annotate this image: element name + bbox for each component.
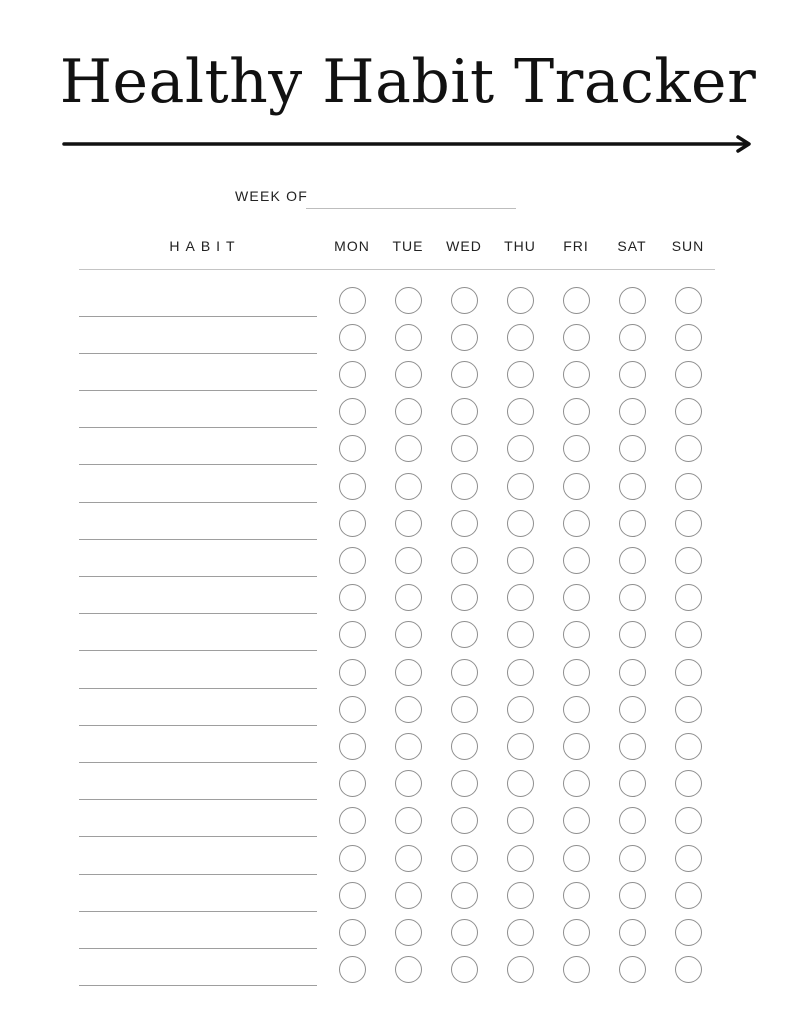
checkbox-circle-sat[interactable] bbox=[619, 584, 646, 611]
checkbox-circle-thu[interactable] bbox=[507, 696, 534, 723]
checkbox-circle-sat[interactable] bbox=[619, 324, 646, 351]
checkbox-circle-mon[interactable] bbox=[339, 584, 366, 611]
day-header-wed: WED bbox=[446, 238, 482, 254]
checkbox-circle-fri[interactable] bbox=[563, 956, 590, 983]
checkbox-circle-wed[interactable] bbox=[451, 807, 478, 834]
checkbox-circle-sun[interactable] bbox=[675, 398, 702, 425]
checkbox-circle-wed[interactable] bbox=[451, 770, 478, 797]
habit-write-line[interactable] bbox=[79, 576, 317, 577]
checkbox-circle-sat[interactable] bbox=[619, 882, 646, 909]
week-of-field[interactable] bbox=[306, 208, 516, 209]
checkbox-circle-tue[interactable] bbox=[395, 956, 422, 983]
checkbox-circle-mon[interactable] bbox=[339, 807, 366, 834]
checkbox-circle-sat[interactable] bbox=[619, 547, 646, 574]
habit-column-header: HABIT bbox=[169, 238, 241, 254]
checkbox-circle-fri[interactable] bbox=[563, 473, 590, 500]
checkbox-circle-tue[interactable] bbox=[395, 882, 422, 909]
checkbox-circle-thu[interactable] bbox=[507, 584, 534, 611]
checkbox-circle-sat[interactable] bbox=[619, 956, 646, 983]
checkbox-circle-tue[interactable] bbox=[395, 361, 422, 388]
checkbox-circle-sun[interactable] bbox=[675, 361, 702, 388]
day-header-mon: MON bbox=[334, 238, 370, 254]
checkbox-circle-tue[interactable] bbox=[395, 845, 422, 872]
checkbox-circle-mon[interactable] bbox=[339, 324, 366, 351]
checkbox-circle-thu[interactable] bbox=[507, 807, 534, 834]
checkbox-circle-wed[interactable] bbox=[451, 473, 478, 500]
checkbox-circle-tue[interactable] bbox=[395, 435, 422, 462]
checkbox-circle-fri[interactable] bbox=[563, 733, 590, 760]
checkbox-circle-sun[interactable] bbox=[675, 510, 702, 537]
checkbox-circle-sat[interactable] bbox=[619, 770, 646, 797]
checkbox-circle-tue[interactable] bbox=[395, 287, 422, 314]
checkbox-circle-thu[interactable] bbox=[507, 621, 534, 648]
checkbox-circle-thu[interactable] bbox=[507, 287, 534, 314]
habit-write-line[interactable] bbox=[79, 688, 317, 689]
checkbox-circle-wed[interactable] bbox=[451, 659, 478, 686]
checkbox-circle-sat[interactable] bbox=[619, 845, 646, 872]
habit-write-line[interactable] bbox=[79, 613, 317, 614]
checkbox-circle-fri[interactable] bbox=[563, 919, 590, 946]
habit-write-line[interactable] bbox=[79, 427, 317, 428]
checkbox-circle-sun[interactable] bbox=[675, 770, 702, 797]
checkbox-circle-wed[interactable] bbox=[451, 845, 478, 872]
habit-write-line[interactable] bbox=[79, 353, 317, 354]
checkbox-circle-mon[interactable] bbox=[339, 919, 366, 946]
checkbox-circle-sat[interactable] bbox=[619, 733, 646, 760]
habit-write-line[interactable] bbox=[79, 948, 317, 949]
checkbox-circle-sun[interactable] bbox=[675, 584, 702, 611]
checkbox-circle-tue[interactable] bbox=[395, 398, 422, 425]
checkbox-circle-mon[interactable] bbox=[339, 845, 366, 872]
checkbox-circle-tue[interactable] bbox=[395, 770, 422, 797]
habit-write-line[interactable] bbox=[79, 539, 317, 540]
checkbox-circle-mon[interactable] bbox=[339, 287, 366, 314]
checkbox-circle-tue[interactable] bbox=[395, 919, 422, 946]
checkbox-circle-sat[interactable] bbox=[619, 398, 646, 425]
checkbox-circle-fri[interactable] bbox=[563, 621, 590, 648]
checkbox-circle-mon[interactable] bbox=[339, 696, 366, 723]
checkbox-circle-tue[interactable] bbox=[395, 547, 422, 574]
checkbox-circle-tue[interactable] bbox=[395, 659, 422, 686]
checkbox-circle-sun[interactable] bbox=[675, 435, 702, 462]
day-header-thu: THU bbox=[504, 238, 536, 254]
checkbox-circle-sun[interactable] bbox=[675, 919, 702, 946]
checkbox-circle-sun[interactable] bbox=[675, 845, 702, 872]
checkbox-circle-tue[interactable] bbox=[395, 324, 422, 351]
checkbox-circle-mon[interactable] bbox=[339, 510, 366, 537]
checkbox-circle-thu[interactable] bbox=[507, 845, 534, 872]
checkbox-circle-wed[interactable] bbox=[451, 361, 478, 388]
checkbox-circle-fri[interactable] bbox=[563, 435, 590, 462]
checkbox-circle-mon[interactable] bbox=[339, 361, 366, 388]
checkbox-circle-sat[interactable] bbox=[619, 919, 646, 946]
checkbox-circle-sun[interactable] bbox=[675, 956, 702, 983]
checkbox-circle-thu[interactable] bbox=[507, 659, 534, 686]
checkbox-circle-sun[interactable] bbox=[675, 547, 702, 574]
checkbox-circle-thu[interactable] bbox=[507, 398, 534, 425]
checkbox-circle-thu[interactable] bbox=[507, 324, 534, 351]
checkbox-circle-wed[interactable] bbox=[451, 584, 478, 611]
checkbox-circle-mon[interactable] bbox=[339, 882, 366, 909]
checkbox-circle-wed[interactable] bbox=[451, 510, 478, 537]
checkbox-circle-sun[interactable] bbox=[675, 696, 702, 723]
habit-write-line[interactable] bbox=[79, 911, 317, 912]
checkbox-circle-thu[interactable] bbox=[507, 361, 534, 388]
habit-write-line[interactable] bbox=[79, 650, 317, 651]
checkbox-circle-tue[interactable] bbox=[395, 584, 422, 611]
habit-write-line[interactable] bbox=[79, 874, 317, 875]
checkbox-circle-sun[interactable] bbox=[675, 882, 702, 909]
checkbox-circle-sat[interactable] bbox=[619, 659, 646, 686]
arrow-right-icon bbox=[62, 132, 754, 156]
checkbox-circle-sat[interactable] bbox=[619, 696, 646, 723]
checkbox-circle-tue[interactable] bbox=[395, 807, 422, 834]
checkbox-circle-fri[interactable] bbox=[563, 659, 590, 686]
checkbox-circle-wed[interactable] bbox=[451, 919, 478, 946]
checkbox-circle-sat[interactable] bbox=[619, 510, 646, 537]
checkbox-circle-fri[interactable] bbox=[563, 807, 590, 834]
week-of-label: WEEK OF bbox=[235, 188, 308, 204]
checkbox-circle-mon[interactable] bbox=[339, 770, 366, 797]
habit-write-line[interactable] bbox=[79, 836, 317, 837]
habit-write-line[interactable] bbox=[79, 316, 317, 317]
day-header-sun: SUN bbox=[671, 238, 705, 254]
checkbox-circle-fri[interactable] bbox=[563, 547, 590, 574]
checkbox-circle-wed[interactable] bbox=[451, 733, 478, 760]
checkbox-circle-mon[interactable] bbox=[339, 435, 366, 462]
checkbox-circle-sun[interactable] bbox=[675, 287, 702, 314]
checkbox-circle-mon[interactable] bbox=[339, 659, 366, 686]
checkbox-circle-tue[interactable] bbox=[395, 621, 422, 648]
habit-write-line[interactable] bbox=[79, 502, 317, 503]
header-divider bbox=[79, 269, 715, 270]
habit-write-line[interactable] bbox=[79, 762, 317, 763]
checkbox-circle-fri[interactable] bbox=[563, 696, 590, 723]
checkbox-circle-sat[interactable] bbox=[619, 473, 646, 500]
checkbox-circle-mon[interactable] bbox=[339, 473, 366, 500]
checkbox-circle-fri[interactable] bbox=[563, 770, 590, 797]
checkbox-circle-mon[interactable] bbox=[339, 733, 366, 760]
checkbox-circle-thu[interactable] bbox=[507, 733, 534, 760]
checkbox-circle-mon[interactable] bbox=[339, 398, 366, 425]
checkbox-circle-thu[interactable] bbox=[507, 770, 534, 797]
checkbox-circle-fri[interactable] bbox=[563, 845, 590, 872]
checkbox-circle-thu[interactable] bbox=[507, 956, 534, 983]
checkbox-circle-wed[interactable] bbox=[451, 547, 478, 574]
checkbox-circle-mon[interactable] bbox=[339, 621, 366, 648]
checkbox-circle-wed[interactable] bbox=[451, 324, 478, 351]
habit-write-line[interactable] bbox=[79, 725, 317, 726]
checkbox-circle-mon[interactable] bbox=[339, 956, 366, 983]
day-header-fri: FRI bbox=[563, 238, 589, 254]
checkbox-circle-thu[interactable] bbox=[507, 435, 534, 462]
checkbox-circle-thu[interactable] bbox=[507, 882, 534, 909]
checkbox-circle-thu[interactable] bbox=[507, 547, 534, 574]
checkbox-circle-wed[interactable] bbox=[451, 882, 478, 909]
checkbox-circle-sun[interactable] bbox=[675, 807, 702, 834]
checkbox-circle-wed[interactable] bbox=[451, 696, 478, 723]
checkbox-circle-tue[interactable] bbox=[395, 510, 422, 537]
habit-write-line[interactable] bbox=[79, 390, 317, 391]
checkbox-circle-sun[interactable] bbox=[675, 621, 702, 648]
checkbox-circle-sun[interactable] bbox=[675, 324, 702, 351]
day-header-sat: SAT bbox=[617, 238, 647, 254]
checkbox-circle-sat[interactable] bbox=[619, 287, 646, 314]
checkbox-circle-fri[interactable] bbox=[563, 510, 590, 537]
habit-write-line[interactable] bbox=[79, 799, 317, 800]
page-title: Healthy Habit Tracker bbox=[59, 47, 757, 117]
checkbox-circle-sun[interactable] bbox=[675, 733, 702, 760]
day-header-tue: TUE bbox=[392, 238, 424, 254]
checkbox-circle-tue[interactable] bbox=[395, 696, 422, 723]
checkbox-circle-thu[interactable] bbox=[507, 510, 534, 537]
checkbox-circle-fri[interactable] bbox=[563, 324, 590, 351]
checkbox-circle-fri[interactable] bbox=[563, 361, 590, 388]
checkbox-circle-fri[interactable] bbox=[563, 882, 590, 909]
checkbox-circle-sat[interactable] bbox=[619, 361, 646, 388]
checkbox-circle-wed[interactable] bbox=[451, 621, 478, 648]
checkbox-circle-wed[interactable] bbox=[451, 287, 478, 314]
checkbox-circle-thu[interactable] bbox=[507, 919, 534, 946]
checkbox-circle-wed[interactable] bbox=[451, 956, 478, 983]
habit-write-line[interactable] bbox=[79, 985, 317, 986]
checkbox-circle-tue[interactable] bbox=[395, 473, 422, 500]
checkbox-circle-tue[interactable] bbox=[395, 733, 422, 760]
checkbox-circle-sun[interactable] bbox=[675, 473, 702, 500]
checkbox-circle-wed[interactable] bbox=[451, 435, 478, 462]
checkbox-circle-wed[interactable] bbox=[451, 398, 478, 425]
checkbox-circle-sat[interactable] bbox=[619, 807, 646, 834]
checkbox-circle-sun[interactable] bbox=[675, 659, 702, 686]
checkbox-circle-fri[interactable] bbox=[563, 584, 590, 611]
checkbox-circle-mon[interactable] bbox=[339, 547, 366, 574]
habit-write-line[interactable] bbox=[79, 464, 317, 465]
checkbox-circle-fri[interactable] bbox=[563, 398, 590, 425]
checkbox-circle-sat[interactable] bbox=[619, 621, 646, 648]
checkbox-circle-fri[interactable] bbox=[563, 287, 590, 314]
checkbox-circle-sat[interactable] bbox=[619, 435, 646, 462]
checkbox-circle-thu[interactable] bbox=[507, 473, 534, 500]
